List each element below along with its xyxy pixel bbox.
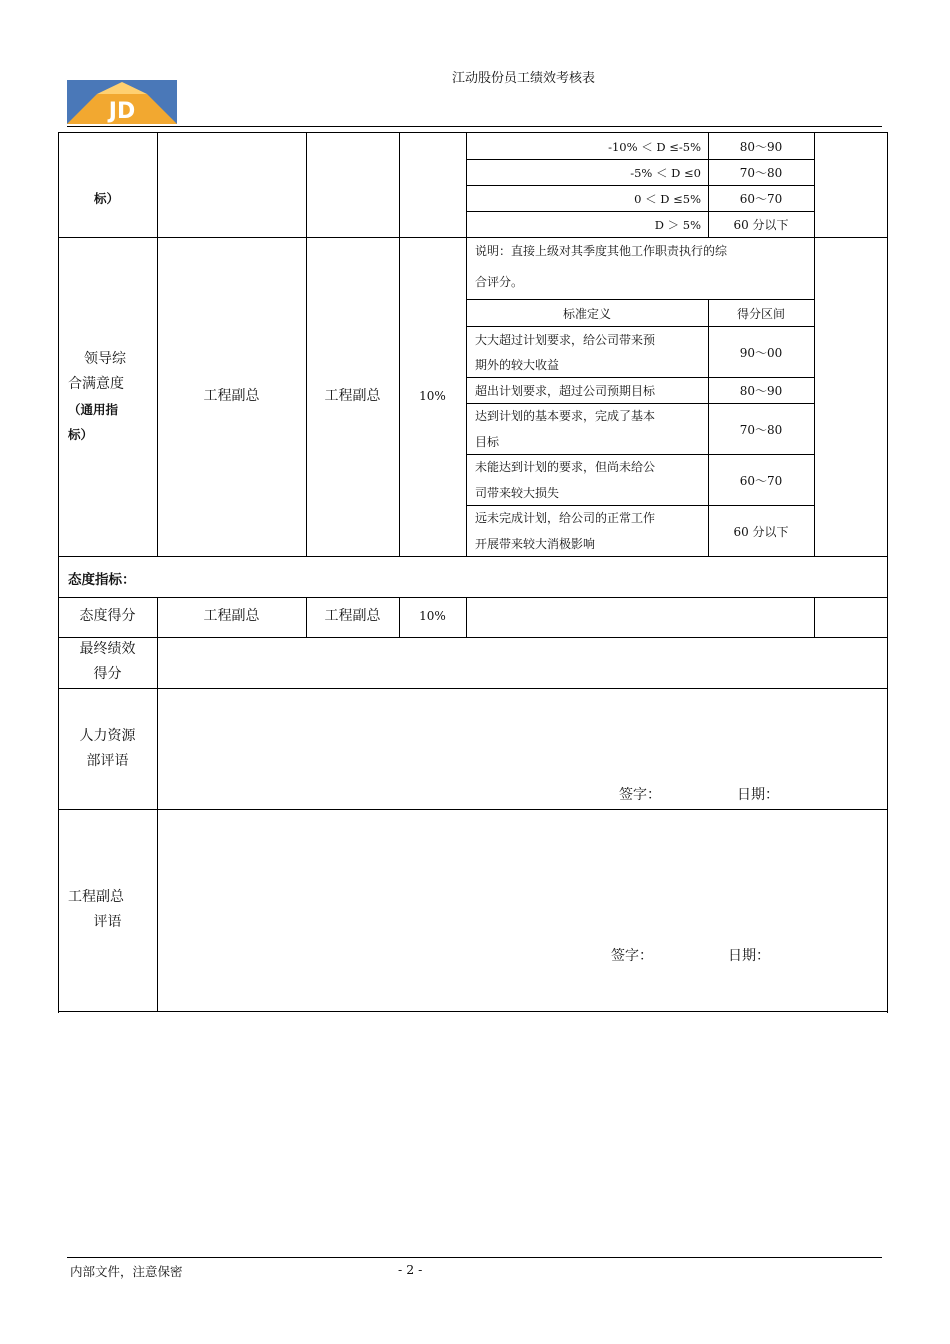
logo-text: JD: [108, 99, 136, 124]
final-label-2: 得分: [93, 666, 122, 682]
criteria-1-line1: 大大超过计划要求，给公司带来预: [475, 333, 656, 347]
range-score-3: 60～70: [739, 192, 783, 206]
document-title: 江动股份员工绩效考核表: [452, 71, 596, 86]
criteria-5-line1: 远未完成计划，给公司的正常工作: [475, 511, 656, 525]
leader-label-3: （通用指: [68, 402, 119, 417]
prev-indicator-label: 标）: [94, 191, 120, 206]
hr-sign-label: 签字：: [619, 787, 661, 803]
range-row-1: -10% ＜ D ≤-5%: [608, 140, 701, 154]
table-bottom-border: [58, 1011, 888, 1012]
table-right-border: [887, 132, 888, 1013]
table-left-border: [58, 132, 59, 1013]
criteria-2-line1: 超出计划要求，超过公司预期目标: [475, 384, 656, 398]
range-row-4: D ＞ 5%: [654, 218, 701, 232]
range-score-4: 60 分以下: [733, 218, 789, 232]
criteria-4-line2: 司带来较大损失: [475, 486, 560, 500]
attitude-weight: 10%: [419, 609, 446, 623]
criteria-3-line2: 目标: [475, 435, 500, 449]
criteria-1-score: 90～00: [739, 346, 783, 360]
leader-label-4: 标）: [68, 427, 94, 442]
leader-note-2: 合评分。: [475, 275, 524, 289]
leader-note-1: 说明：直接上级对其季度其他工作职责执行的综: [475, 244, 728, 258]
criteria-3-line1: 达到计划的基本要求，完成了基本: [475, 409, 656, 423]
vp-sign-label: 签字：: [611, 948, 653, 964]
footer-rule: [67, 1257, 882, 1258]
attitude-reviewer: 工程副总: [324, 608, 381, 624]
criteria-header-score: 得分区间: [736, 307, 785, 321]
leader-reviewer: 工程副总: [324, 388, 381, 404]
criteria-1-line2: 期外的较大收益: [475, 358, 560, 372]
criteria-4-line1: 未能达到计划的要求，但尚未给公: [475, 460, 656, 474]
criteria-2-score: 80～90: [739, 384, 783, 398]
hr-label-1: 人力资源: [79, 728, 136, 744]
leader-weight: 10%: [419, 389, 446, 403]
criteria-5-line2: 开展带来较大消极影响: [475, 537, 596, 551]
range-score-2: 70～80: [739, 166, 783, 180]
criteria-3-score: 70～80: [739, 423, 783, 437]
range-row-3: 0 ＜ D ≤5%: [634, 192, 701, 206]
vp-label-1: 工程副总: [68, 889, 124, 905]
range-score-1: 80～90: [739, 140, 783, 154]
criteria-header-definition: 标准定义: [562, 307, 611, 321]
attitude-assessor: 工程副总: [203, 608, 260, 624]
hr-date-label: 日期：: [737, 787, 779, 803]
page-number: - 2 -: [398, 1262, 423, 1277]
vp-label-2: 评语: [93, 914, 122, 930]
attitude-section-title: 态度指标：: [68, 572, 136, 588]
vp-date-label: 日期：: [728, 948, 770, 964]
hr-label-2: 部评语: [86, 753, 129, 769]
table-top-border: [58, 132, 888, 133]
range-row-2: -5% ＜ D ≤0: [630, 166, 701, 180]
criteria-4-score: 60～70: [739, 474, 783, 488]
company-logo: [67, 80, 177, 124]
criteria-5-score: 60 分以下: [733, 525, 789, 539]
final-label-1: 最终绩效: [79, 641, 136, 657]
attitude-label: 态度得分: [79, 608, 136, 624]
footer-confidential: 内部文件，注意保密: [70, 1264, 183, 1279]
header-rule: [67, 126, 882, 127]
leader-label-1: 领导综: [84, 351, 126, 367]
leader-label-2: 合满意度: [68, 376, 124, 392]
leader-assessor: 工程副总: [203, 388, 260, 404]
